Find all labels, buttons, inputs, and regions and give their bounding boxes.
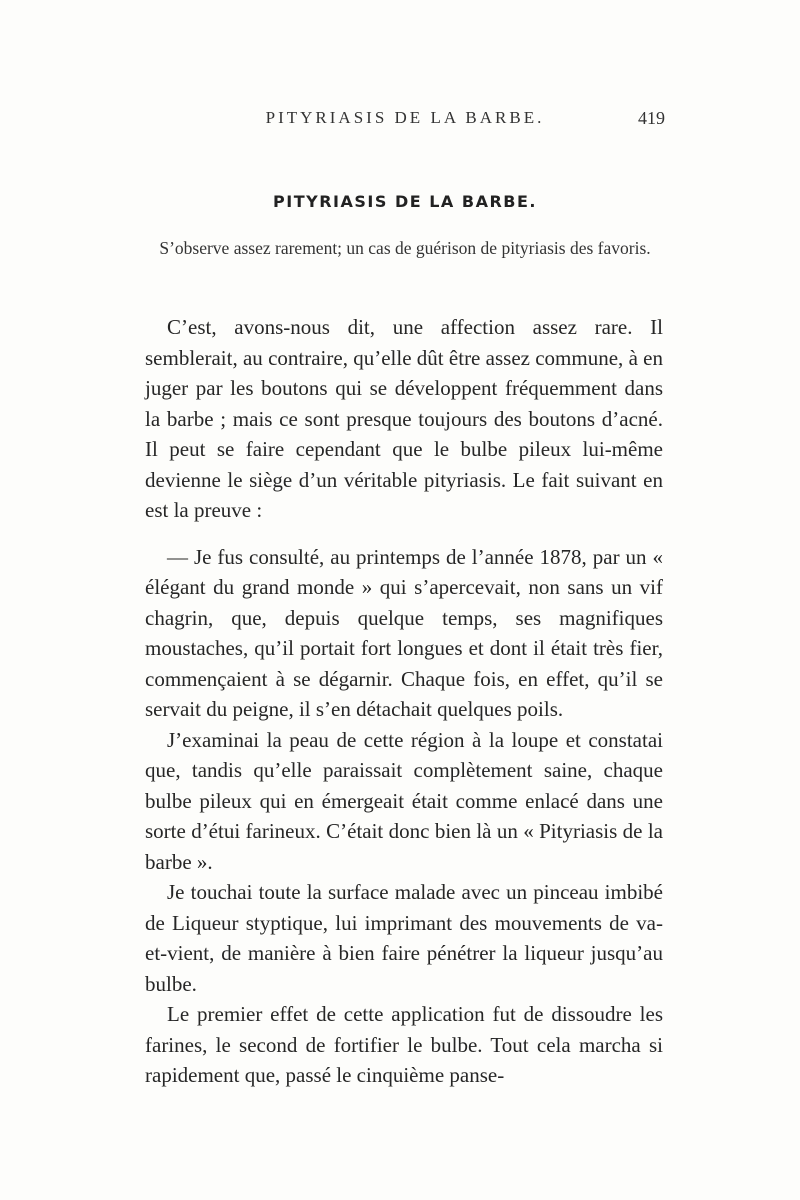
section-title: PITYRIASIS DE LA BARBE. — [273, 192, 537, 211]
section-summary: S’observe assez rarement; un cas de guérison de pityriasis des favoris. — [159, 238, 651, 258]
running-head — [145, 108, 665, 132]
paragraph: J’examinai la peau de cette région à la loupe et constatai que, tandis qu’elle paraissait complètement saine, chaque bulbe pileux qui en émergeait était comme enlacé dans une sorte d’étui farineux. C’était donc bien là un « Pityriasis de la barbe ». — [145, 727, 663, 874]
paragraph: Le premier effet de cette application fut de dissoudre les farines, le second de fortifier le bulbe. Tout cela marcha si rapidement que, passé le cinquième panse- — [145, 1002, 663, 1087]
paragraph: — Je fus consulté, au printemps de l’année 1878, par un « élégant du grand monde » qui s’apercevait, non sans un vif chagrin, que, depuis quelque temps, ses magnifiques moustaches, qu’il portait fort longues et dont il était très fier, commençaient à se dégarnir. Chaque fois, en effet, qu’il se servait du peigne, il s’en détachait quelques poils. — [145, 544, 663, 721]
page-number: 419 — [638, 108, 665, 128]
running-title: PITYRIASIS DE LA BARBE. — [265, 108, 545, 127]
body-text — [145, 312, 663, 1091]
paragraph: C’est, avons-nous dit, une affection assez rare. Il semblerait, au contraire, qu’elle dût être assez commune, à en juger par les boutons qui se développent fréquemment dans la barbe ; mais ce sont presque toujours des boutons d’acné. Il peut se faire cependant que le bulbe pileux lui-même devienne le siège d’un véritable pityriasis. Le fait suivant en est la preuve : — [145, 315, 663, 522]
paragraph: Je touchai toute la surface malade avec un pinceau imbibé de Liqueur styptique, lui imprimant des mouvements de va-et-vient, de manière à bien faire pénétrer la liqueur jusqu’au bulbe. — [145, 880, 663, 996]
